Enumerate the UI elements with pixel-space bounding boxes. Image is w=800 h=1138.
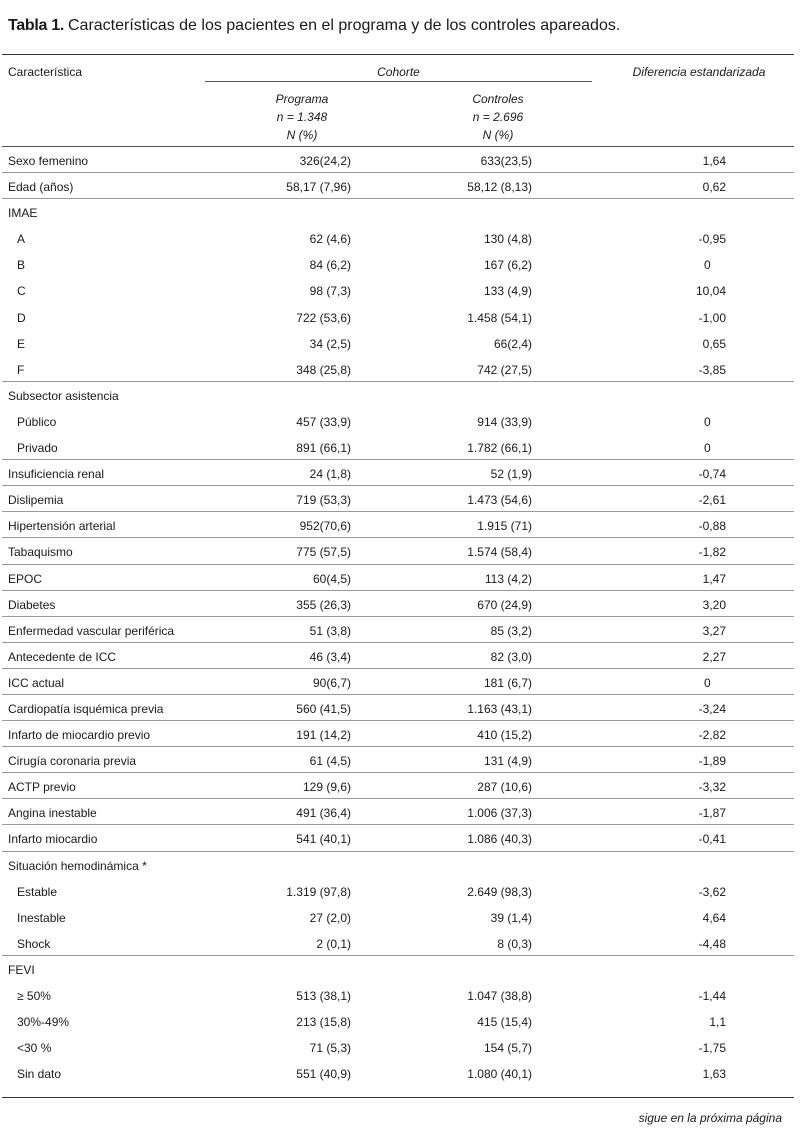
table-row [2,382,794,408]
row-label: Cirugía coronaria previa [8,754,137,769]
row-program-value: 491 (36,4) [296,806,351,821]
row-controls-value: 133 (4,9) [483,284,532,299]
table-body [2,147,794,1086]
row-controls-value: 8 (0,3) [497,936,532,951]
row-controls-value: 742 (27,5) [477,362,532,377]
row-controls-value: 670 (24,9) [477,597,532,612]
row-label: ICC actual [8,675,65,690]
header-controls-group [428,90,568,144]
row-controls-value: 85 (3,2) [490,623,532,638]
table-row [2,1008,794,1034]
row-difference-value: -0,95 [698,232,726,247]
header-characteristic: Característica [8,65,83,79]
table-row [2,512,794,538]
row-label: Estable [17,884,58,899]
row-label: Inestable [17,910,66,925]
row-difference-value: 1,1 [709,1015,726,1030]
row-controls-value: 39 (1,4) [490,910,532,925]
table-row [2,747,794,773]
row-label: <30 % [17,1041,52,1056]
row-difference-value: -1,44 [698,989,726,1003]
row-label: Privado [17,441,58,456]
row-difference-value: 0 [704,258,711,273]
row-program-value: 90(6,7) [312,675,351,690]
row-controls-value: 1.458 (54,1) [467,310,532,325]
row-program-value: 58,17 (7,96) [286,180,351,195]
row-label: D [17,310,26,325]
row-label: IMAE [8,206,38,221]
row-controls-value: 82 (3,0) [490,649,532,664]
row-controls-value: 2.649 (98,3) [467,884,532,899]
header-program-unit: N (%) [286,128,318,142]
row-label: Hipertensión arterial [8,519,116,534]
row-program-value: 457 (33,9) [296,414,351,429]
row-controls-value: 58,12 (8,13) [467,180,532,195]
row-program-value: 891 (66,1) [296,441,351,456]
row-controls-value: 415 (15,4) [477,1015,532,1030]
table-row [2,721,794,747]
row-controls-value: 287 (10,6) [477,780,532,795]
row-difference-value: -0,41 [698,832,726,847]
row-label: Diabetes [8,597,56,612]
table-row [2,930,794,956]
row-label: B [17,258,26,273]
row-difference-value: 10,04 [695,284,726,299]
table-row [2,773,794,799]
table-row [2,565,794,591]
table-row [2,304,794,330]
table-row [2,591,794,617]
row-label: F [17,362,25,377]
row-label: Insuficiencia renal [8,467,105,482]
row-label: Edad (años) [8,180,74,195]
row-controls-value: 154 (5,7) [483,1041,532,1056]
row-label: E [17,336,26,351]
row-difference-value: -1,82 [698,545,726,560]
row-controls-value: 131 (4,9) [483,754,532,769]
table-row [2,669,794,695]
row-difference-value: -1,75 [698,1041,726,1056]
row-controls-value: 1.006 (37,3) [467,806,532,821]
table-row [2,825,794,851]
table-row [2,643,794,669]
row-program-value: 71 (5,3) [309,1041,351,1056]
row-difference-value: -4,48 [698,936,726,951]
row-difference-value: 4,64 [702,910,726,925]
row-label: Cardiopatía isquémica previa [8,701,164,716]
row-controls-value: 1.163 (43,1) [467,701,532,716]
row-difference-value: -3,24 [698,701,726,716]
row-label: C [17,284,26,299]
table-row [2,1060,794,1086]
row-difference-value: 0 [704,414,711,429]
cohort-spanner-rule [205,81,592,82]
row-label: Subsector asistencia [8,388,119,403]
row-program-value: 2 (0,1) [316,936,351,951]
row-difference-value: 0,62 [702,180,726,195]
row-label: FEVI [8,962,35,977]
row-program-value: 213 (15,8) [296,1015,351,1030]
row-controls-value: 113 (4,2) [484,571,532,586]
row-label: A [17,232,26,247]
row-difference-value: 3,27 [702,623,726,638]
row-difference-value: -2,61 [698,493,726,508]
table-row [2,486,794,512]
row-label: Shock [17,936,51,951]
row-program-value: 98 (7,3) [309,284,351,299]
row-label: Infarto miocardio [8,832,98,847]
table-row [2,617,794,643]
row-difference-value: 0 [704,441,711,456]
table-row [2,277,794,303]
row-program-value: 326(24,2) [299,154,351,168]
table-row [2,173,794,199]
table-row [2,251,794,277]
table-row [2,956,794,982]
header-program-group [232,90,372,144]
row-program-value: 348 (25,8) [296,362,351,377]
row-program-value: 34 (2,5) [309,336,351,351]
table-top-rule [2,54,794,55]
row-label: Infarto de miocardio previo [8,728,151,743]
row-difference-value: -3,85 [698,362,726,377]
header-program-n: n = 1.348 [276,110,328,124]
row-difference-value: -0,88 [698,519,726,534]
row-controls-value: 167 (6,2) [483,258,532,273]
row-controls-value: 66(2,4) [493,336,532,351]
row-program-value: 60(4,5) [312,571,351,586]
table-row [2,538,794,564]
row-program-value: 62 (4,6) [309,232,351,247]
row-difference-value: -2,82 [698,728,726,743]
table-row [2,878,794,904]
row-difference-value: 2,27 [702,649,726,664]
row-controls-value: 181 (6,7) [483,675,532,690]
table-row [2,199,794,225]
row-program-value: 61 (4,5) [309,754,351,769]
row-controls-value: 1.782 (66,1) [467,441,532,456]
row-program-value: 551 (40,9) [296,1067,351,1082]
table-row [2,852,794,878]
row-program-value: 722 (53,6) [296,310,351,325]
row-label: Dislipemia [8,493,64,508]
row-program-value: 27 (2,0) [309,910,351,925]
table-row [2,225,794,251]
row-difference-value: 1,47 [702,571,726,586]
header-controls-name: Controles [472,92,524,106]
row-label: Sexo femenino [8,154,89,168]
row-label: Enfermedad vascular periférica [8,623,175,638]
table-row [2,330,794,356]
row-program-value: 952(70,6) [299,519,351,534]
row-controls-value: 1.080 (40,1) [467,1067,532,1082]
row-label: Antecedente de ICC [8,649,117,664]
row-controls-value: 1.915 (71) [477,519,532,534]
row-label: EPOC [8,571,43,586]
row-controls-value: 633(23,5) [480,154,532,168]
table-row [2,408,794,434]
row-difference-value: 0,65 [702,336,726,351]
table-row [2,695,794,721]
row-controls-value: 1.473 (54,6) [467,493,532,508]
table-caption [8,16,620,36]
row-controls-value: 410 (15,2) [477,728,532,743]
row-controls-value: 52 (1,9) [490,467,532,482]
table-bottom-rule [2,1097,794,1098]
row-program-value: 129 (9,6) [302,780,351,795]
header-standardized-difference: Diferencia estandarizada [632,65,766,79]
row-label: ACTP previo [8,780,76,795]
table-label: Tabla 1. [8,17,64,34]
row-difference-value: -1,89 [698,754,726,769]
row-program-value: 355 (26,3) [296,597,351,612]
row-label: Angina inestable [8,806,97,821]
table-row [2,982,794,1008]
row-difference-value: 0 [704,675,711,690]
header-controls-unit: N (%) [482,128,514,142]
row-controls-value: 1.047 (38,8) [467,989,532,1003]
row-label: Sin dato [17,1067,62,1082]
row-difference-value: -3,32 [698,780,726,795]
row-program-value: 191 (14,2) [296,728,351,743]
row-difference-value: -3,62 [698,884,726,899]
row-label: Público [17,414,57,429]
row-difference-value: 1,64 [702,154,726,168]
row-controls-value: 130 (4,8) [483,232,532,247]
table-row [2,356,794,382]
continuation-note: sigue en la próxima página [638,1111,782,1125]
header-cohort: Cohorte [377,65,420,79]
row-program-value: 513 (38,1) [296,989,351,1003]
row-difference-value: -1,00 [698,310,726,325]
row-program-value: 541 (40,1) [296,832,351,847]
row-program-value: 51 (3,8) [309,623,351,638]
row-program-value: 775 (57,5) [296,545,351,560]
row-program-value: 560 (41,5) [296,701,351,716]
header-controls-n: n = 2.696 [472,110,524,124]
row-difference-value: 3,20 [702,597,726,612]
row-controls-value: 1.086 (40,3) [467,832,532,847]
row-controls-value: 1.574 (58,4) [467,545,532,560]
row-difference-value: -1,87 [698,806,726,821]
row-program-value: 46 (3,4) [309,649,351,664]
table-title: Características de los pacientes en el programa y de los controles apareados. [68,17,621,34]
row-label: 30%-49% [17,1015,70,1030]
row-program-value: 84 (6,2) [309,258,351,273]
row-difference-value: 1,63 [702,1067,726,1082]
table-row [2,1034,794,1060]
table-row [2,147,794,173]
row-label: Tabaquismo [8,545,73,560]
row-label: ≥ 50% [17,989,51,1003]
table-row [2,434,794,460]
table-row [2,799,794,825]
row-difference-value: -0,74 [698,467,726,482]
row-label: Situación hemodinámica * [8,858,147,873]
row-controls-value: 914 (33,9) [477,414,532,429]
header-program-name: Programa [275,92,329,106]
table-row [2,904,794,930]
row-program-value: 719 (53,3) [296,493,351,508]
row-program-value: 1.319 (97,8) [286,884,351,899]
table-row [2,460,794,486]
row-program-value: 24 (1,8) [309,467,351,482]
